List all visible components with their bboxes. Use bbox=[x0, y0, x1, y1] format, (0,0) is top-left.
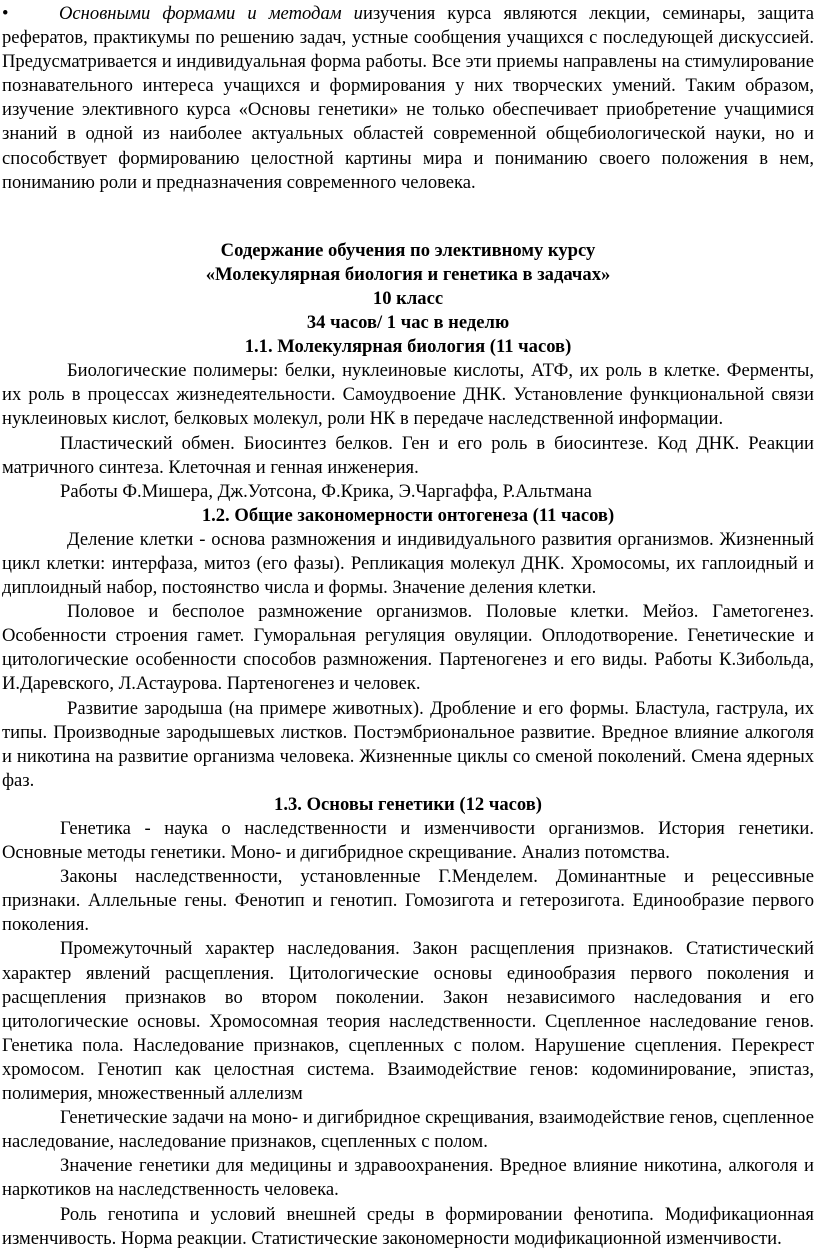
intro-paragraph bbox=[2, 2, 814, 195]
bullet-icon: • bbox=[2, 3, 9, 24]
section-paragraph: Биологические полимеры: белки, нуклеиновые кислоты, АТФ, их роль в клетке. Ферменты, их роль в процессах жизнедеятельности. Самоудвоение ДНК. Установление функциональной связи нуклеиновых кислот, белковых молекул, роли НК в передаче наследственной информации. bbox=[2, 360, 814, 430]
section-paragraph: Половое и бесполое размножение организмов. Половые клетки. Мейоз. Гаметогенез. Особенности строения гамет. Гуморальная регуляция овуляции. Оплодотворение. Генетические и цитологические особенности способов размножения. Партеногенез и его виды. Работы К.Зибольда, И.Даревского, Л.Астаурова. Партеногенез и человек. bbox=[2, 601, 814, 695]
section-paragraph: Генетика - наука о наследственности и изменчивости организмов. История генетики. Основные методы генетики. Моно- и дигибридное скрещивание. Анализ потомства. bbox=[2, 818, 814, 864]
heading-grade: 10 класс bbox=[372, 287, 444, 309]
intro-italic-lead: Основными формами и методам и bbox=[59, 3, 363, 24]
section-title: 1.1. Молекулярная биология (11 часов) bbox=[244, 336, 572, 358]
section-title: 1.2. Общие закономерности онтогенеза (11 часов) bbox=[201, 504, 615, 526]
section-paragraph: Промежуточный характер наследования. Закон расщепления признаков. Статистический характер явлений расщепления. Цитологические основы единообразия первого поколения и расщепления признаков во втором поколении. Закон независимого наследования и его цитологические основы. Хромосомная теория наследственности. Сцепленное наследование генов. Генетика пола. Наследование признаков, сцепленных с полом. Нарушение сцепления. Перекрест хромосом. Генотип как целостная система. Взаимодействие генов: кодоминирование, эпистаз, полимерия, множественный аллелизм bbox=[2, 938, 814, 1105]
spacer bbox=[2, 195, 814, 239]
section-paragraph: Роль генотипа и условий внешней среды в формировании фенотипа. Модификационная изменчивость. Норма реакции. Статистические закономерности модификационной изменчивости. bbox=[2, 1203, 814, 1249]
section-paragraph: Значение генетики для медицины и здравоохранения. Вредное влияние никотина, алкоголя и наркотиков на наследственность человека. bbox=[2, 1155, 814, 1201]
section-paragraph: Деление клетки - основа размножения и индивидуального развития организмов. Жизненный цикл клетки: интерфаза, митоз (его фазы). Репликация молекул ДНК. Хромосомы, их гаплоидный и диплоидный набор, постоянство числа и формы. Значение деления клетки. bbox=[2, 528, 814, 599]
intro-text: изучения курса являются лекции, семинары, защита рефератов, практикумы по решению задач, устные сообщения учащихся с последующей дискуссией. Предусматривается и индивидуальная форма работы. Все эти приемы направлены на стимулирование познавательного интереса учащихся и формирования у них творческих умений. Таким образом, изучение элективного курса «Основы генетики» не только обеспечивает приобретение учащимися знаний в одной из наиболее актуальных областей современной общебиологической науки, но и способствует формированию целостной картины мира и пониманию своего положения в нем, пониманию роли и предназначения современного человека. bbox=[2, 3, 815, 193]
section-paragraph: Работы Ф.Мишера, Дж.Уотсона, Ф.Крика, Э.Чаргаффа, Р.Альтмана bbox=[60, 480, 592, 502]
section-paragraph: Развитие зародыша (на примере животных). Дробление и его формы. Бластула, гаструла, их типы. Производные зародышевых листков. Постэмбриональное развитие. Вредное влияние алкоголя и никотина на развитие организма человека. Жизненные циклы со сменой поколений. Смена ядерных фаз. bbox=[2, 697, 814, 791]
section-paragraph: Генетические задачи на моно- и дигибридное скрещивания, взаимодействие генов, сцепленное наследование, наследование признаков, сцепленных с полом. bbox=[2, 1107, 814, 1153]
heading-hours: 34 часов/ 1 час в неделю bbox=[306, 312, 510, 334]
section-paragraph: Законы наследственности, установленные Г.Менделем. Доминантные и рецессивные признаки. Аллельные гены. Фенотип и генотип. Гомозигота и гетерозигота. Единообразие первого поколения. bbox=[2, 866, 814, 936]
section-title: 1.3. Основы генетики (12 часов) bbox=[274, 793, 542, 815]
heading-title: Содержание обучения по элективному курсу bbox=[220, 239, 596, 261]
section-paragraph: Пластический обмен. Биосинтез белков. Ген и его роль в биосинтезе. Код ДНК. Реакции матричного синтеза. Клеточная и генная инженерия. bbox=[2, 432, 814, 478]
heading-course-name: «Молекулярная биология и генетика в задачах» bbox=[205, 263, 611, 285]
